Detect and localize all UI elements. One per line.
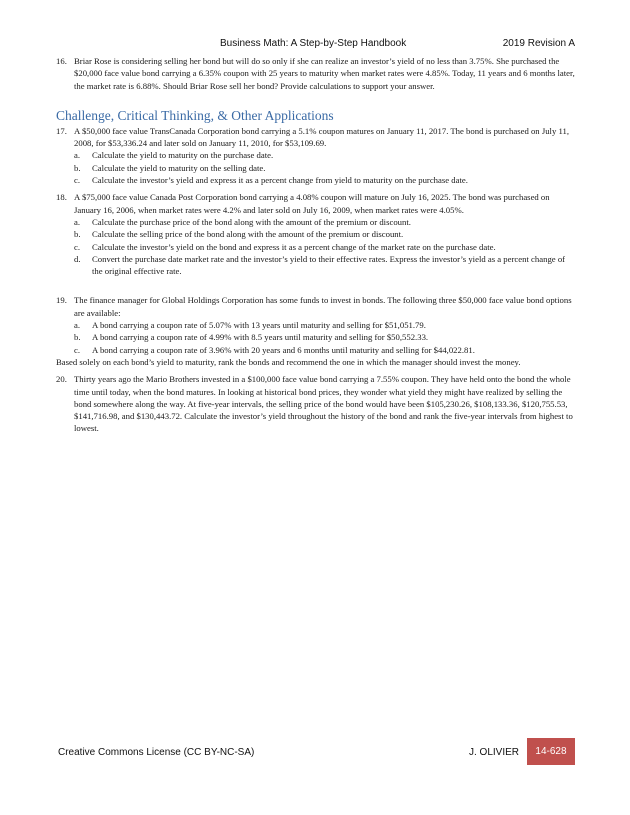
- sub-item-text: Calculate the selling price of the bond along with the amount of the premium or discount.: [92, 229, 404, 240]
- sub-item: [56, 241, 576, 253]
- sub-item-text: A bond carrying a coupon rate of 3.96% with 20 years and 6 months until maturity and selling for $44,022.81.: [92, 344, 475, 355]
- page-content: [56, 55, 576, 435]
- question-19: [56, 294, 576, 368]
- question-17: [56, 125, 576, 186]
- sub-item: [56, 149, 576, 161]
- book-title: Business Math: A Step-by-Step Handbook: [220, 38, 407, 49]
- sub-item: [56, 228, 576, 240]
- question-number: 19.: [56, 295, 67, 306]
- question-20: [56, 373, 576, 434]
- sub-item-letter: a.: [74, 216, 81, 227]
- sub-item-letter: a.: [74, 150, 81, 161]
- sub-item: [56, 174, 576, 186]
- sub-item-letter: b.: [74, 162, 81, 173]
- sub-item: [56, 319, 576, 331]
- sub-item-text: Calculate the yield to maturity on the selling date.: [92, 162, 266, 173]
- sub-item-text: A bond carrying a coupon rate of 4.99% with 8.5 years until maturity and selling for $50,552.33.: [92, 332, 429, 343]
- sub-item-text: A bond carrying a coupon rate of 5.07% with 13 years until maturity and selling for $51,051.79.: [92, 320, 426, 331]
- sub-item: [56, 331, 576, 343]
- question-number: 18.: [56, 192, 67, 203]
- page-footer: [58, 738, 575, 765]
- question-text: Briar Rose is considering selling her bond but will do so only if she can realize an investor’s yield of no less than 3.75%. She purchased the $20,000 face value bond carrying a 6.35% coupon with 25 years to maturity when market rates were 4.85%. Today, 11 years and 6 months later, the market rate is 6.88%. Should Briar Rose sell her bond? Provide calculations to support your answer.: [74, 56, 575, 91]
- sub-item-text: Calculate the investor’s yield on the bond and express it as a percent change of the market rate on the purchase date.: [92, 241, 496, 252]
- sub-item-letter: c.: [74, 175, 81, 186]
- question-number: 17.: [56, 125, 67, 136]
- question-closing-text: Based solely on each bond’s yield to maturity, rank the bonds and recommend the one in which the manager should invest the money.: [56, 356, 521, 367]
- sub-item-letter: d.: [74, 253, 81, 264]
- sub-item-letter: b.: [74, 332, 81, 343]
- sub-item-text: Calculate the investor’s yield and express it as a percent change from yield to maturity on the purchase date.: [92, 175, 468, 186]
- sub-item: [56, 253, 576, 278]
- sub-item-text: Convert the purchase date market rate and the investor’s yield to their effective rates. Express the investor’s yield as a percent change of the original effective rate.: [92, 253, 566, 277]
- sub-item-letter: a.: [74, 320, 81, 331]
- question-number: 20.: [56, 374, 67, 385]
- question-text: Thirty years ago the Mario Brothers invested in a $100,000 face value bond carrying a 7.55% coupon. They have held onto the bond the whole time until today, when the bond matures. In looking at historical bond prices, they wonder what yield they might have realized by selling the bond somewhere along the way. At five-year intervals, the selling price of the bond would have been $105,230.26, $108,133.36, $120,755.53, $141,716.98, and $130,443.72. Calculate the investor’s yield throughout the history of the bond and rank the five-year intervals from highest to lowest.: [74, 374, 573, 434]
- sub-item: [56, 162, 576, 174]
- sub-item-letter: c.: [74, 344, 81, 355]
- page-header: [58, 38, 575, 52]
- sub-item: [56, 344, 576, 356]
- sub-item-letter: c.: [74, 241, 81, 252]
- author-name: J. OLIVIER: [468, 747, 519, 758]
- section-heading: Challenge, Critical Thinking, & Other Applications: [56, 107, 334, 123]
- question-text: The finance manager for Global Holdings Corporation has some funds to invest in bonds. The following three $50,000 face value bond options are available:: [74, 295, 572, 318]
- sub-item: [56, 216, 576, 228]
- question-text: A $50,000 face value TransCanada Corporation bond carrying a 5.1% coupon matures on January 11, 2017. The bond is purchased on July 11, 2008, for $53,336.24 and later sold on January 11, 2010, for $53,109.69.: [74, 125, 570, 149]
- question-text: A $75,000 face value Canada Post Corporation bond carrying a 4.08% coupon will mature on July 16, 2025. The bond was purchased on January 16, 2006, when market rates were 4.2% and later sold on July 16, 2009, when market rates were 4.05%.: [74, 192, 550, 215]
- license-label: Creative Commons License (CC BY-NC-SA): [58, 747, 255, 758]
- page-number-badge: 14-628: [527, 738, 575, 765]
- sub-item-text: Calculate the yield to maturity on the purchase date.: [92, 150, 274, 161]
- sub-item-letter: b.: [74, 229, 81, 240]
- spacer: [56, 277, 576, 294]
- question-18: [56, 191, 576, 277]
- question-16: [56, 55, 576, 92]
- sub-item-text: Calculate the purchase price of the bond along with the amount of the premium or discount.: [92, 216, 411, 227]
- revision-label: 2019 Revision A: [502, 38, 575, 49]
- question-number: 16.: [56, 56, 67, 66]
